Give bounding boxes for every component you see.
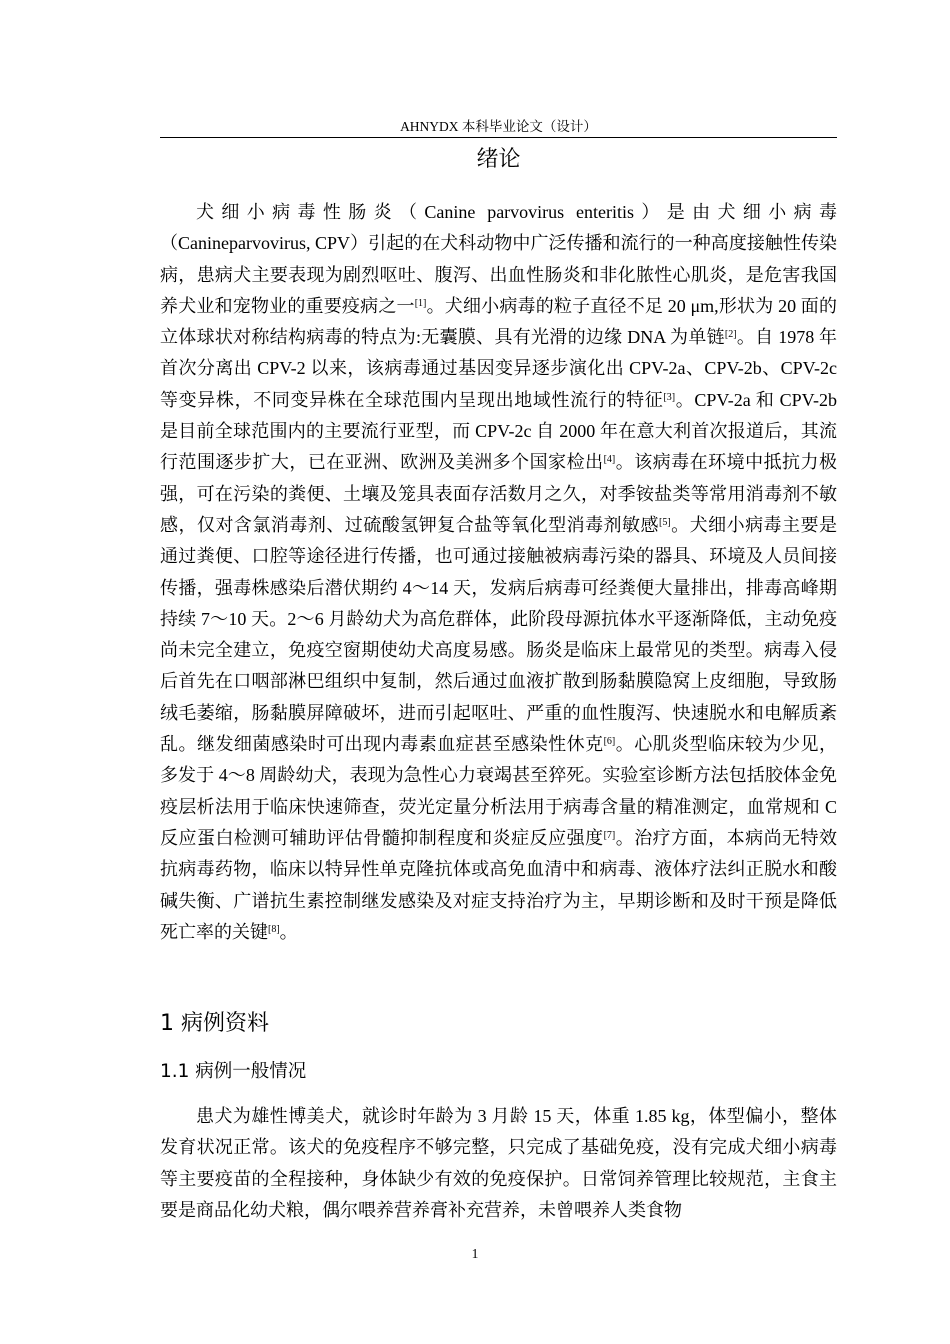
intro-text: 。 <box>279 921 298 942</box>
subsection-heading: 1.1 病例一般情况 <box>160 1061 307 1082</box>
intro-text: 。犬细小病毒的粒子直径不足 20 μm,形状为 20 面的立体球状对称结构病毒的特点为:无囊膜、具有光滑的边缘 DNA 为单链 <box>160 295 837 348</box>
citation: [8] <box>268 923 280 935</box>
intro-text: 。自 1978 年首次分离出 CPV-2 以来，该病毒通过基因变异逐步演化出 CPV-2a、CPV-2b、CPV-2c 等变异株，不同变异株在全球范围内呈现出地域性流行的特征 <box>160 327 837 410</box>
case-paragraph: 患犬为雄性博美犬，就诊时年龄为 3 月龄 15 天，体重 1.85 kg，体型偏小，整体发育状况正常。该犬的免疫程序不够完整，只完成了基础免疫，没有完成犬细小病毒等主要疫苗的全程接种，身体缺少有效的免疫保护。日常饲养管理比较规范，主食主要是商品化幼犬粮，偶尔喂养营养膏补充营养，未曾喂养人类食物 <box>160 1106 837 1220</box>
citation: [3] <box>663 391 676 403</box>
citation: [7] <box>603 829 616 841</box>
citation: [6] <box>603 736 616 748</box>
intro-text: 犬细小病毒性肠炎（Canine parvovirus enteritis）是由犬细小病毒（Canineparvovirus, CPV）引起的在犬科动物中广泛传播和流行的一种高度接触性传染病，患病犬主要表现为剧烈呕吐、腹泻、出血性肠炎和非化脓性心肌炎，是危害我国养犬业和宠物业的重要疫病之一 <box>160 202 837 316</box>
page-number: 1 <box>471 1246 479 1261</box>
section-heading: 1 病例资料 <box>160 1011 269 1036</box>
intro-text: 。该病毒在环境中抵抗力极强，可在污染的粪便、土壤及笼具表面存活数月之久，对季铵盐类等常用消毒剂不敏感，仅对含氯消毒剂、过硫酸氢钾复合盐等氧化型消毒剂敏感 <box>160 452 838 535</box>
citation: [1] <box>414 297 427 309</box>
header-rule <box>160 137 837 138</box>
intro-paragraph <box>160 197 837 948</box>
intro-text: 。犬细小病毒主要是通过粪便、口腔等途径进行传播，也可通过接触被病毒污染的器具、环境及人员间接传播，强毒株感染后潜伏期约 4～14 天，发病后病毒可经粪便大量排出，排毒高峰期持续 7～10 天。2～6 月龄幼犬为高危群体，此阶段母源抗体水平逐渐降低，主动免疫尚未完全建立，免疫空窗期使幼犬高度易感。肠炎是临床上最常见的类型。病毒入侵后首先在口咽部淋巴组织中复制，然后通过血液扩散到肠黏膜隐窝上皮细胞，导致肠绒毛萎缩，肠黏膜屏障破坏，进而引起呕吐、严重的血性腹泻、快速脱水和电解质紊乱。继发细菌感染时可出现内毒素血症甚至感染性休克 <box>160 514 838 755</box>
page-title: 绪论 <box>476 147 521 172</box>
citation: [2] <box>724 329 737 341</box>
intro-text: 。心肌炎型临床较为少见，多发于 4～8 周龄幼犬，表现为急性心力衰竭甚至猝死。实验室诊断方法包括胶体金免疫层析法用于临床快速筛查，荧光定量分析法用于病毒含量的精准测定，血常规和 C 反应蛋白检测可辅助评估骨髓抑制程度和炎症反应强度 <box>160 734 838 848</box>
intro-text: 。治疗方面，本病尚无特效抗病毒药物，临床以特异性单克隆抗体或高免血清中和病毒、液体疗法纠正脱水和酸碱失衡、广谱抗生素控制继发感染及对症支持治疗为主，早期诊断和及时干预是降低死亡率的关键 <box>160 827 838 942</box>
running-header: AHNYDX 本科毕业论文（设计） <box>400 119 597 134</box>
citation: [5] <box>659 516 671 528</box>
citation: [4] <box>603 454 616 466</box>
intro-text: 。CPV-2a 和 CPV-2b 是目前全球范围内的主要流行亚型，而 CPV-2c 自 2000 年在意大利首次报道后，其流行范围逐步扩大，已在亚洲、欧洲及美洲多个国家检出 <box>160 389 837 473</box>
